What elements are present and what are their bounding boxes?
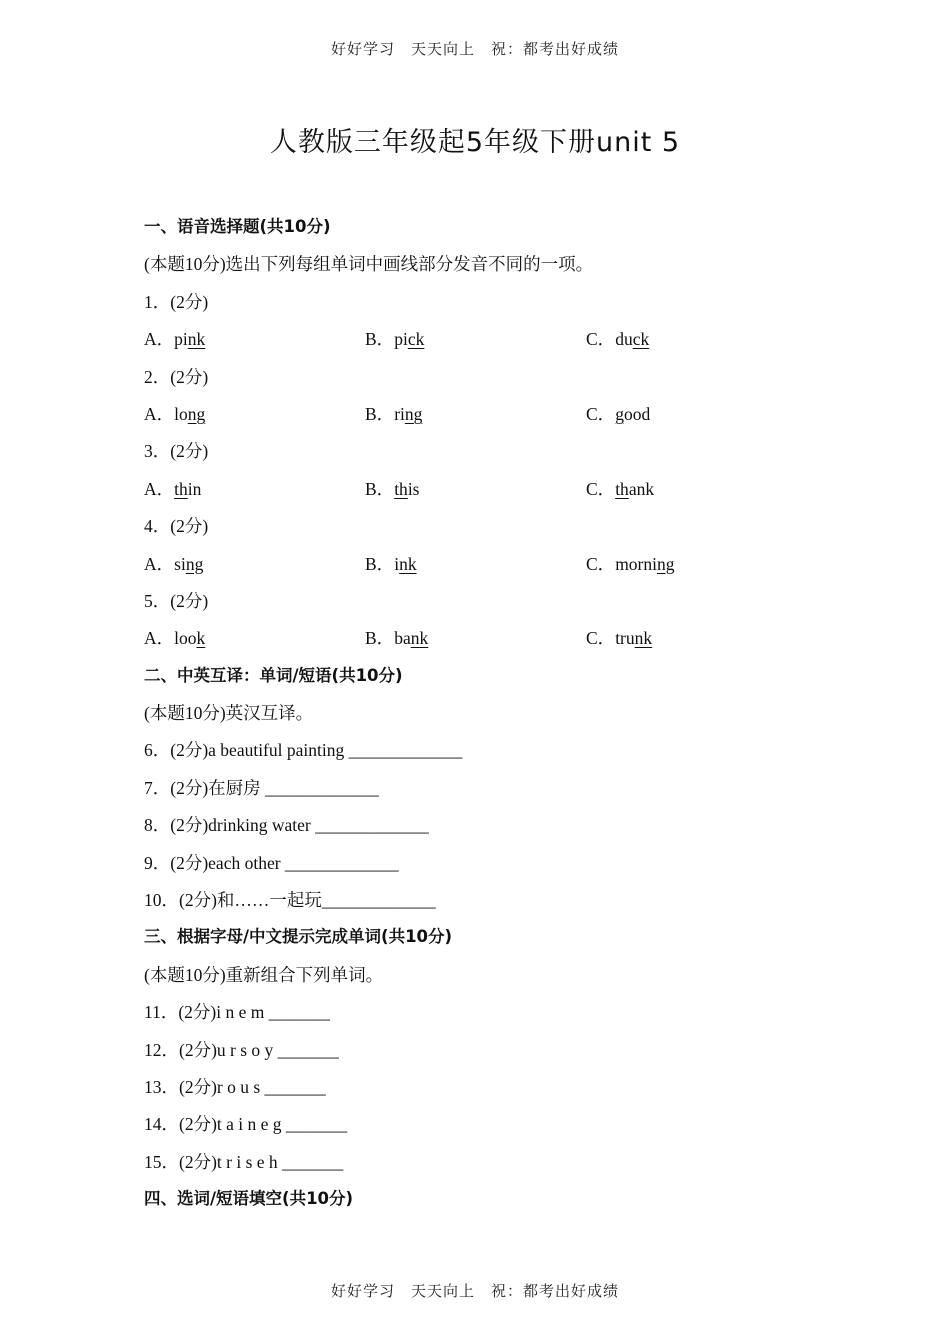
option-c bbox=[586, 474, 654, 504]
question-5-label: 5．(2分) bbox=[144, 590, 209, 611]
underlined-part: th bbox=[615, 478, 629, 499]
question-12: 12．(2分)u r s o y _______ bbox=[144, 1039, 339, 1060]
underlined-part: ng bbox=[185, 553, 204, 574]
word-part: is bbox=[407, 478, 420, 499]
underlined-part: th bbox=[394, 478, 408, 499]
word-part: in bbox=[187, 478, 202, 499]
question-5-options bbox=[144, 623, 824, 660]
option-a bbox=[144, 549, 203, 579]
word-part: lo bbox=[174, 403, 188, 424]
question-4-label: 4．(2分) bbox=[144, 516, 209, 537]
question-3-options bbox=[144, 474, 824, 511]
option-letter: C． bbox=[586, 553, 616, 574]
section-3-instruction: (本题10分)重新组合下列单词。 bbox=[144, 964, 384, 985]
option-letter: B． bbox=[365, 403, 395, 424]
underlined-part: ck bbox=[632, 329, 650, 350]
option-letter: B． bbox=[365, 553, 395, 574]
option-letter: B． bbox=[365, 329, 395, 350]
question-9: 9．(2分)each other _____________ bbox=[144, 852, 399, 873]
word-part: ba bbox=[394, 628, 411, 649]
underlined-part: ng bbox=[404, 403, 423, 424]
underlined-part: nk bbox=[187, 329, 206, 350]
question-15: 15．(2分)t r i s e h _______ bbox=[144, 1151, 344, 1172]
question-14: 14．(2分)t a i n e g _______ bbox=[144, 1114, 348, 1135]
option-b bbox=[365, 623, 428, 653]
underlined-part: ng bbox=[657, 553, 675, 574]
section-1-heading: 一、语音选择题(共10分) bbox=[144, 217, 331, 236]
section-2-instruction: (本题10分)英汉互译。 bbox=[144, 703, 314, 724]
page-footer: 好好学习 天天向上 祝：都考出好成绩 bbox=[330, 1282, 619, 1300]
question-2-options bbox=[144, 399, 824, 436]
underlined-part: g bbox=[615, 403, 624, 424]
page-header: 好好学习 天天向上 祝：都考出好成绩 bbox=[330, 40, 619, 58]
option-c bbox=[586, 399, 650, 429]
question-1-options bbox=[144, 324, 824, 361]
option-c bbox=[586, 549, 675, 579]
option-c bbox=[586, 623, 652, 653]
option-a bbox=[144, 324, 205, 354]
question-3-label: 3．(2分) bbox=[144, 441, 209, 462]
option-b bbox=[365, 549, 417, 579]
question-10: 10．(2分)和……一起玩_____________ bbox=[144, 890, 436, 911]
underlined-part: th bbox=[174, 478, 188, 499]
option-b bbox=[365, 474, 420, 504]
word-part: loo bbox=[174, 628, 197, 649]
section-1-questions bbox=[144, 287, 824, 661]
section-2-heading: 二、中英互译：单词/短语(共10分) bbox=[144, 665, 403, 685]
page-title: 人教版三年级起5年级下册unit 5 bbox=[269, 127, 681, 158]
option-b bbox=[365, 399, 422, 429]
option-letter: A． bbox=[144, 628, 175, 649]
word-part: ank bbox=[628, 478, 655, 499]
word-part: tru bbox=[615, 628, 635, 649]
underlined-part: k bbox=[196, 628, 206, 649]
question-4-options bbox=[144, 549, 824, 586]
option-a bbox=[144, 623, 205, 653]
question-2-label: 2．(2分) bbox=[144, 366, 209, 387]
option-letter: A． bbox=[144, 553, 175, 574]
option-letter: C． bbox=[586, 329, 616, 350]
section-4-heading: 四、选词/短语填空(共10分) bbox=[144, 1189, 354, 1209]
word-part: si bbox=[174, 553, 186, 574]
option-c bbox=[586, 324, 649, 354]
option-a bbox=[144, 474, 201, 504]
word-part: pi bbox=[394, 329, 408, 350]
question-11: 11．(2分)i n e m _______ bbox=[144, 1002, 330, 1023]
option-letter: B． bbox=[365, 478, 395, 499]
underlined-part: nk bbox=[399, 553, 417, 574]
option-letter: A． bbox=[144, 478, 175, 499]
underlined-part: nk bbox=[410, 628, 429, 649]
section-3-heading: 三、根据字母/中文提示完成单词(共10分) bbox=[144, 927, 453, 947]
option-a bbox=[144, 399, 205, 429]
question-7: 7．(2分)在厨房 _____________ bbox=[144, 777, 379, 798]
word-part: ood bbox=[623, 403, 651, 424]
question-8: 8．(2分)drinking water _____________ bbox=[144, 815, 429, 836]
option-b bbox=[365, 324, 424, 354]
option-letter: B． bbox=[365, 628, 395, 649]
underlined-part: ng bbox=[187, 403, 206, 424]
word-part: pi bbox=[174, 329, 188, 350]
underlined-part: nk bbox=[634, 628, 653, 649]
word-part: du bbox=[615, 329, 633, 350]
question-6: 6．(2分)a beautiful painting _____________ bbox=[144, 740, 463, 761]
word-part: morni bbox=[615, 553, 657, 574]
option-letter: C． bbox=[586, 628, 616, 649]
question-13: 13．(2分)r o u s _______ bbox=[144, 1076, 326, 1097]
underlined-part: ck bbox=[407, 329, 425, 350]
word-part: i bbox=[394, 553, 400, 574]
option-letter: A． bbox=[144, 329, 175, 350]
section-1-instruction: (本题10分)选出下列每组单词中画线部分发音不同的一项。 bbox=[144, 254, 594, 275]
option-letter: A． bbox=[144, 403, 175, 424]
question-1-label: 1．(2分) bbox=[144, 291, 209, 312]
worksheet-body bbox=[144, 212, 824, 1222]
option-letter: C． bbox=[586, 478, 616, 499]
word-part: ri bbox=[394, 403, 405, 424]
option-letter: C． bbox=[586, 403, 616, 424]
